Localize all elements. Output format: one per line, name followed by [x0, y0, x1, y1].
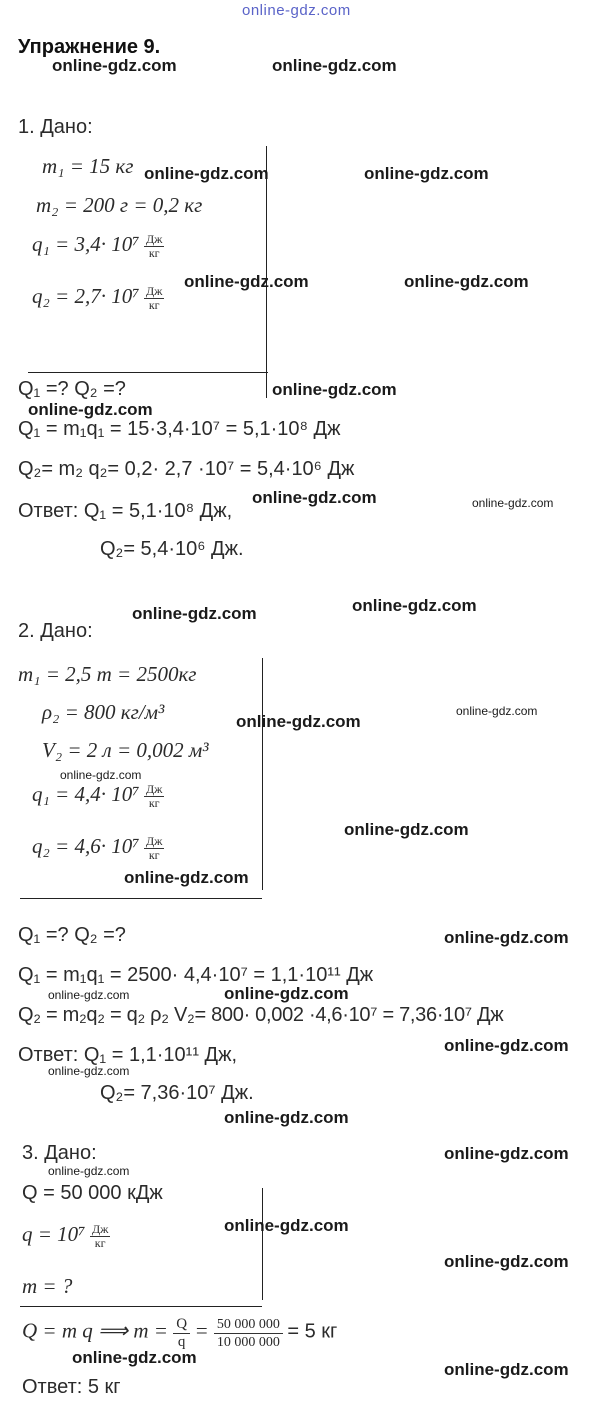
watermark: online-gdz.com — [444, 1360, 569, 1379]
watermark: online-gdz.com — [364, 164, 489, 183]
p3-find-underline — [20, 1306, 262, 1307]
p3-find: m = ? — [22, 1274, 73, 1298]
p1-answer-2: Q₂= 5,4·10⁶ Дж. — [100, 538, 244, 560]
p2-given-q1 — [32, 782, 164, 810]
p3-given-Q: Q = 50 000 кДж — [22, 1182, 163, 1204]
p1-solution-1: Q₁ = m₁q₁ = 15·3,4·10⁷ = 5,1·10⁸ Дж — [18, 418, 341, 440]
p2-given-m1: m₁ = 2,5 т = 2500кг — [18, 662, 197, 686]
site-header-watermark: online-gdz.com — [242, 2, 351, 19]
problem-2-label: 2. Дано: — [18, 620, 93, 642]
watermark: online-gdz.com — [252, 488, 377, 507]
p2-q1-value: q₁ = 4,4· 10⁷ — [32, 782, 140, 806]
problem-3-label: 3. Дано: — [22, 1142, 97, 1164]
p1-find: Q₁ =? Q₂ =? — [18, 378, 126, 400]
problem-1-label: 1. Дано: — [18, 116, 93, 138]
p3-q-unit: $\frac{Дж}{кг}$ — [91, 1222, 109, 1251]
p3-given-divider — [262, 1188, 263, 1300]
p2-q2-value: q₂ = 4,6· 10⁷ — [32, 834, 140, 858]
p3-numeric-fraction: $\frac{50 000 000}{10 000 000}$ — [214, 1316, 283, 1351]
watermark: online-gdz.com — [224, 1216, 349, 1235]
page-title: Упражнение 9. — [18, 36, 161, 58]
watermark: online-gdz.com — [224, 1108, 349, 1127]
p3-solution: Q = m q ⟹ m = $\frac{Q}{q}$ = $\frac{50 000 000}{10 000 000}$ = 5 кг — [22, 1316, 338, 1350]
watermark: online-gdz.com — [184, 272, 309, 291]
watermark: online-gdz.com — [144, 164, 269, 183]
watermark: online-gdz.com — [72, 1348, 197, 1367]
watermark: online-gdz.com — [344, 820, 469, 839]
watermark: online-gdz.com — [236, 712, 361, 731]
watermark: online-gdz.com — [456, 704, 538, 718]
p3-q-value: q = 10⁷ — [22, 1222, 86, 1246]
watermark: online-gdz.com — [272, 380, 397, 399]
p1-given-q2 — [32, 284, 164, 312]
p2-answer-2: Q₂= 7,36·10⁷ Дж. — [100, 1082, 254, 1104]
p1-q1-unit: $\frac{Дж}{кг}$ — [145, 232, 163, 261]
p3-formula-fraction: $\frac{Q}{q}$ — [173, 1316, 190, 1351]
p2-find-underline — [20, 898, 262, 899]
watermark: online-gdz.com — [444, 1144, 569, 1163]
p2-q1-unit: $\frac{Дж}{кг}$ — [145, 782, 163, 811]
p1-answer-1: Ответ: Q₁ = 5,1·10⁸ Дж, — [18, 500, 233, 522]
p2-given-v2: V₂ = 2 л = 0,002 м³ — [42, 738, 209, 762]
p2-given-q2 — [32, 834, 164, 862]
watermark: online-gdz.com — [224, 984, 349, 1003]
p1-q1-value: q₁ = 3,4· 10⁷ — [32, 232, 140, 256]
p1-given-q1 — [32, 232, 164, 260]
watermark: online-gdz.com — [28, 400, 153, 419]
p1-solution-2: Q₂= m₂ q₂= 0,2· 2,7 ·10⁷ = 5,4·10⁶ Дж — [18, 458, 355, 480]
p2-solution-1: Q₁ = m₁q₁ = 2500· 4,4·10⁷ = 1,1·10¹¹ Дж — [18, 964, 374, 986]
watermark: online-gdz.com — [352, 596, 477, 615]
p3-solution-right: = 5 кг — [287, 1320, 338, 1343]
p1-q2-unit: $\frac{Дж}{кг}$ — [145, 284, 163, 313]
watermark: online-gdz.com — [404, 272, 529, 291]
watermark: online-gdz.com — [60, 768, 142, 782]
watermark: online-gdz.com — [272, 56, 397, 75]
p2-answer-1: Ответ: Q₁ = 1,1·10¹¹ Дж, — [18, 1044, 238, 1066]
watermark: online-gdz.com — [48, 1064, 130, 1078]
p3-solution-left: Q = m q ⟹ m = — [22, 1318, 174, 1343]
watermark: online-gdz.com — [472, 496, 554, 510]
p1-find-underline — [28, 372, 268, 373]
p1-q2-value: q₂ = 2,7· 10⁷ — [32, 284, 140, 308]
watermark: online-gdz.com — [132, 604, 257, 623]
p2-solution-2: Q₂ = m₂q₂ = q₂ ρ₂ V₂= 800· 0,002 ·4,6·10⁷ = 7,36·10⁷ Дж — [18, 1004, 504, 1026]
p3-given-q — [22, 1222, 110, 1250]
watermark: online-gdz.com — [444, 928, 569, 947]
p2-find: Q₁ =? Q₂ =? — [18, 924, 126, 946]
watermark: online-gdz.com — [48, 1164, 130, 1178]
p1-given-m1: m₁ = 15 кг — [42, 154, 134, 178]
p2-q2-unit: $\frac{Дж}{кг}$ — [145, 834, 163, 863]
watermark: online-gdz.com — [444, 1036, 569, 1055]
watermark: online-gdz.com — [52, 56, 177, 75]
watermark: online-gdz.com — [124, 868, 249, 887]
p3-answer: Ответ: 5 кг — [22, 1376, 121, 1398]
p2-given-divider — [262, 658, 263, 890]
watermark: online-gdz.com — [48, 988, 130, 1002]
watermark: online-gdz.com — [444, 1252, 569, 1271]
p1-given-m2: m₂ = 200 г = 0,2 кг — [36, 193, 203, 217]
p2-given-rho: ρ₂ = 800 кг/м³ — [42, 700, 165, 724]
